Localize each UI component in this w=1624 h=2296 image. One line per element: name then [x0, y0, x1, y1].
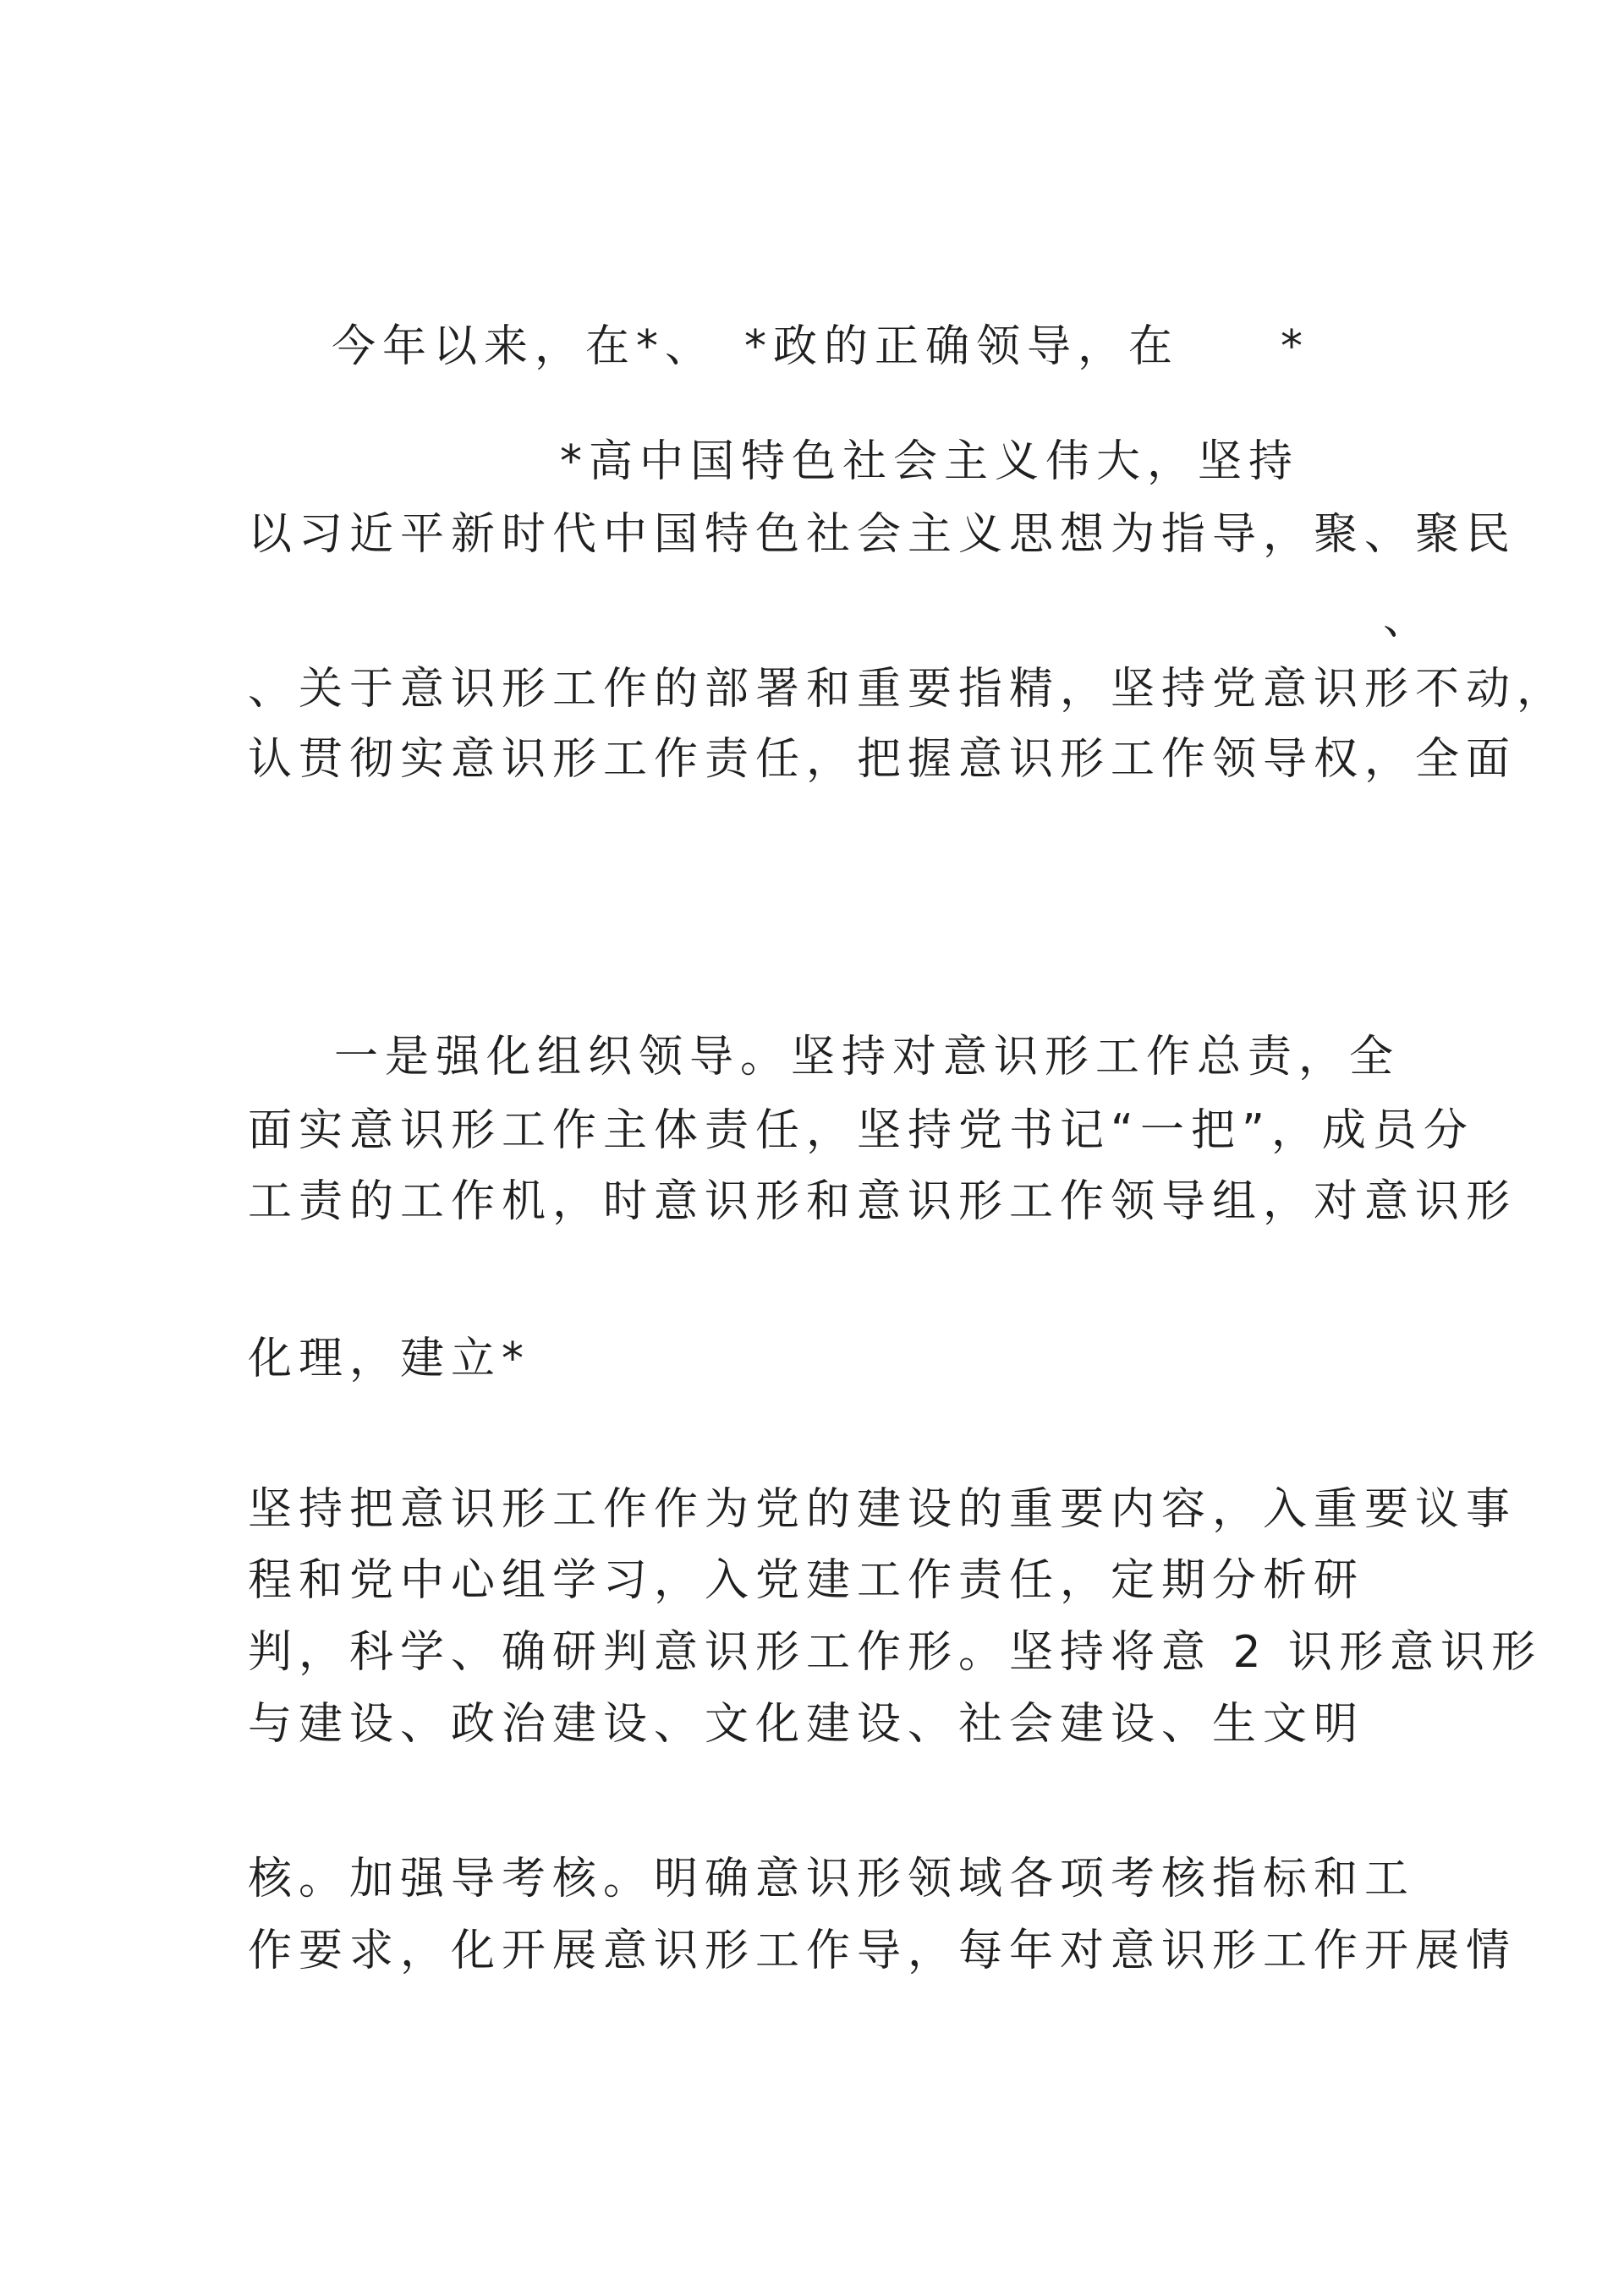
paragraph-line-14: 与建设、政治建设、文化建设、社会建设、生文明	[248, 1699, 1365, 1750]
paragraph-line-1: 今年以来，在*、 *政的正确领导，在 *	[332, 321, 1310, 372]
paragraph-line-3: 以习近平新时代中国特色社会主义思想为指导，聚、聚民	[248, 509, 1517, 560]
paragraph-line-11: 坚持把意识形工作作为党的建设的重要内容，入重要议事	[248, 1484, 1517, 1535]
paragraph-line-5: 、关于意识形工作的部署和重要指精，坚持党意识形不动，	[248, 664, 1568, 715]
paragraph-line-4: 、	[1383, 594, 1435, 644]
paragraph-line-10: 化理，建立*	[248, 1334, 531, 1384]
paragraph-line-16: 作要求，化开展意识形工作导，每年对意识形工作开展情	[248, 1926, 1517, 1976]
paragraph-line-8: 面实意识形工作主体责任，坚持党书记“一把”，成员分	[248, 1105, 1474, 1156]
paragraph-line-13: 判，科学、确研判意识形工作形。坚持将意 2 识形意识形	[248, 1627, 1543, 1678]
paragraph-line-9: 工责的工作机，时意识形和意识形工作领导组，对意识形	[248, 1176, 1517, 1227]
paragraph-line-7: 一是强化组织领导。坚持对意识形工作总责，全	[334, 1032, 1401, 1082]
paragraph-line-12: 程和党中心组学习，入党建工作责任，定期分析研	[248, 1555, 1365, 1606]
paragraph-line-6: 认贯彻实意识形工作责任，把握意识形工作领导权，全面	[248, 734, 1517, 785]
paragraph-line-15: 核。加强导考核。明确意识形领域各项考核指标和工	[248, 1854, 1416, 1904]
paragraph-line-2: *高中国特色社会主义伟大，坚持	[560, 436, 1300, 487]
